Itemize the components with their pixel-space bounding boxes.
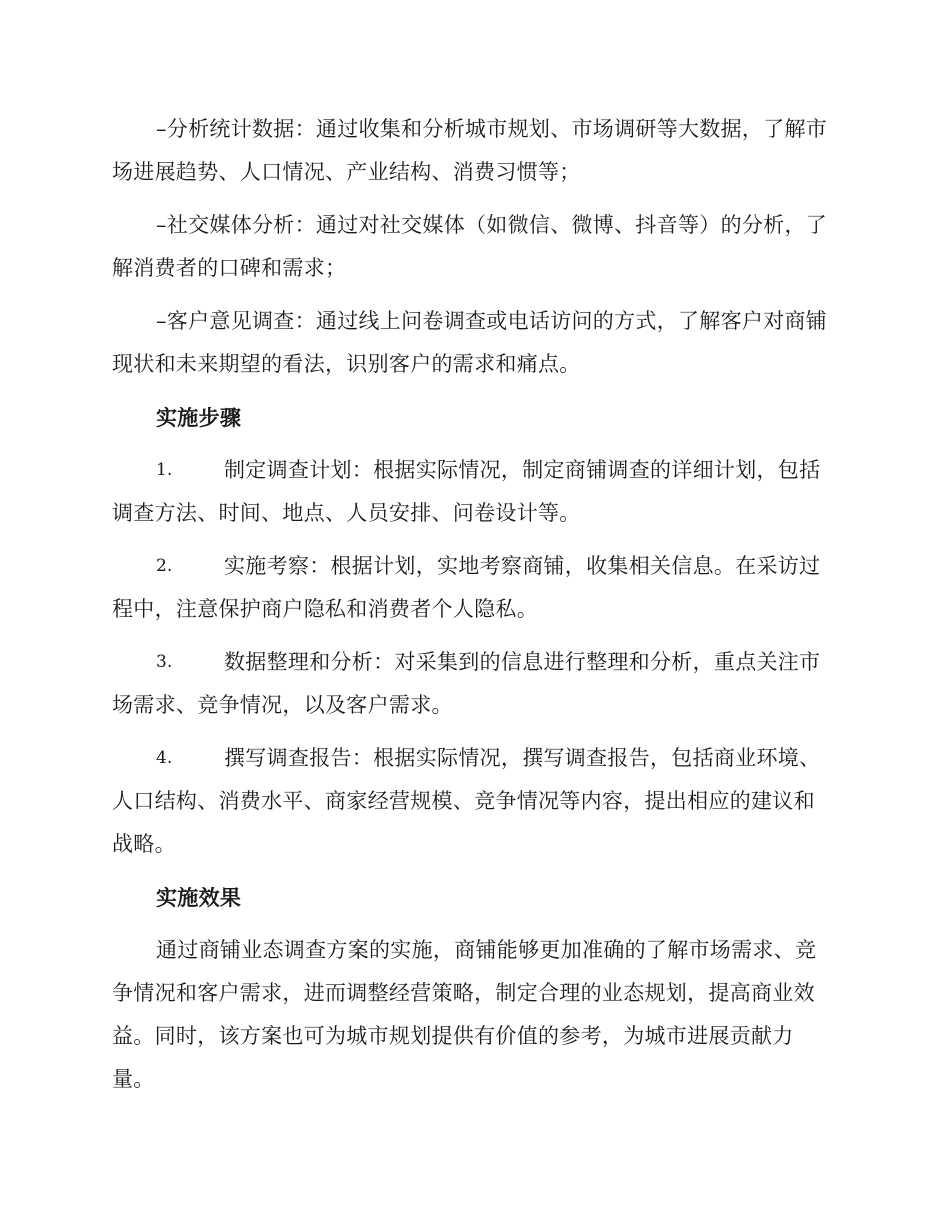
step-number: 4. — [156, 748, 173, 768]
step-item — [112, 737, 834, 866]
step-text: 实施考察：根据计划，实地考察商铺，收集相关信息。在采访过程中，注意保护商户隐私和消费者个人隐私。 — [112, 554, 821, 621]
step-text: 数据整理和分析：对采集到的信息进行整理和分析，重点关注市场需求、竞争情况，以及客户需求。 — [112, 650, 821, 717]
document-page — [112, 108, 834, 1101]
step-number: 3. — [156, 652, 173, 672]
section-heading-effect: 实施效果 — [156, 885, 242, 910]
step-text: 撰写调查报告：根据实际情况，撰写调查报告，包括商业环境、人口结构、消费水平、商家经营规模、竞争情况等内容，提出相应的建议和战略。 — [112, 746, 821, 856]
step-item — [112, 449, 834, 535]
step-number: 1. — [156, 460, 173, 480]
step-number: 2. — [156, 556, 173, 576]
section-heading-steps: 实施步骤 — [156, 405, 242, 430]
bullet-statistics: –分析统计数据：通过收集和分析城市规划、市场调研等大数据，了解市场进展趋势、人口情况、产业结构、消费习惯等； — [112, 117, 828, 184]
step-item — [112, 641, 834, 727]
effect-paragraph: 通过商铺业态调查方案的实施，商铺能够更加准确的了解市场需求、竞争情况和客户需求，进而调整经营策略，制定合理的业态规划，提高商业效益。同时，该方案也可为城市规划提供有价值的参考，为城市进展贡献力量。 — [112, 938, 817, 1091]
bullet-social-media: –社交媒体分析：通过对社交媒体（如微信、微博、抖音等）的分析，了解消费者的口碑和需求； — [112, 213, 828, 280]
step-item — [112, 545, 834, 631]
bullet-customer-survey: –客户意见调查：通过线上问卷调查或电话访问的方式，了解客户对商铺现状和未来期望的看法，识别客户的需求和痛点。 — [112, 309, 828, 376]
step-text: 制定调查计划：根据实际情况，制定商铺调查的详细计划，包括调查方法、时间、地点、人员安排、问卷设计等。 — [112, 458, 821, 525]
